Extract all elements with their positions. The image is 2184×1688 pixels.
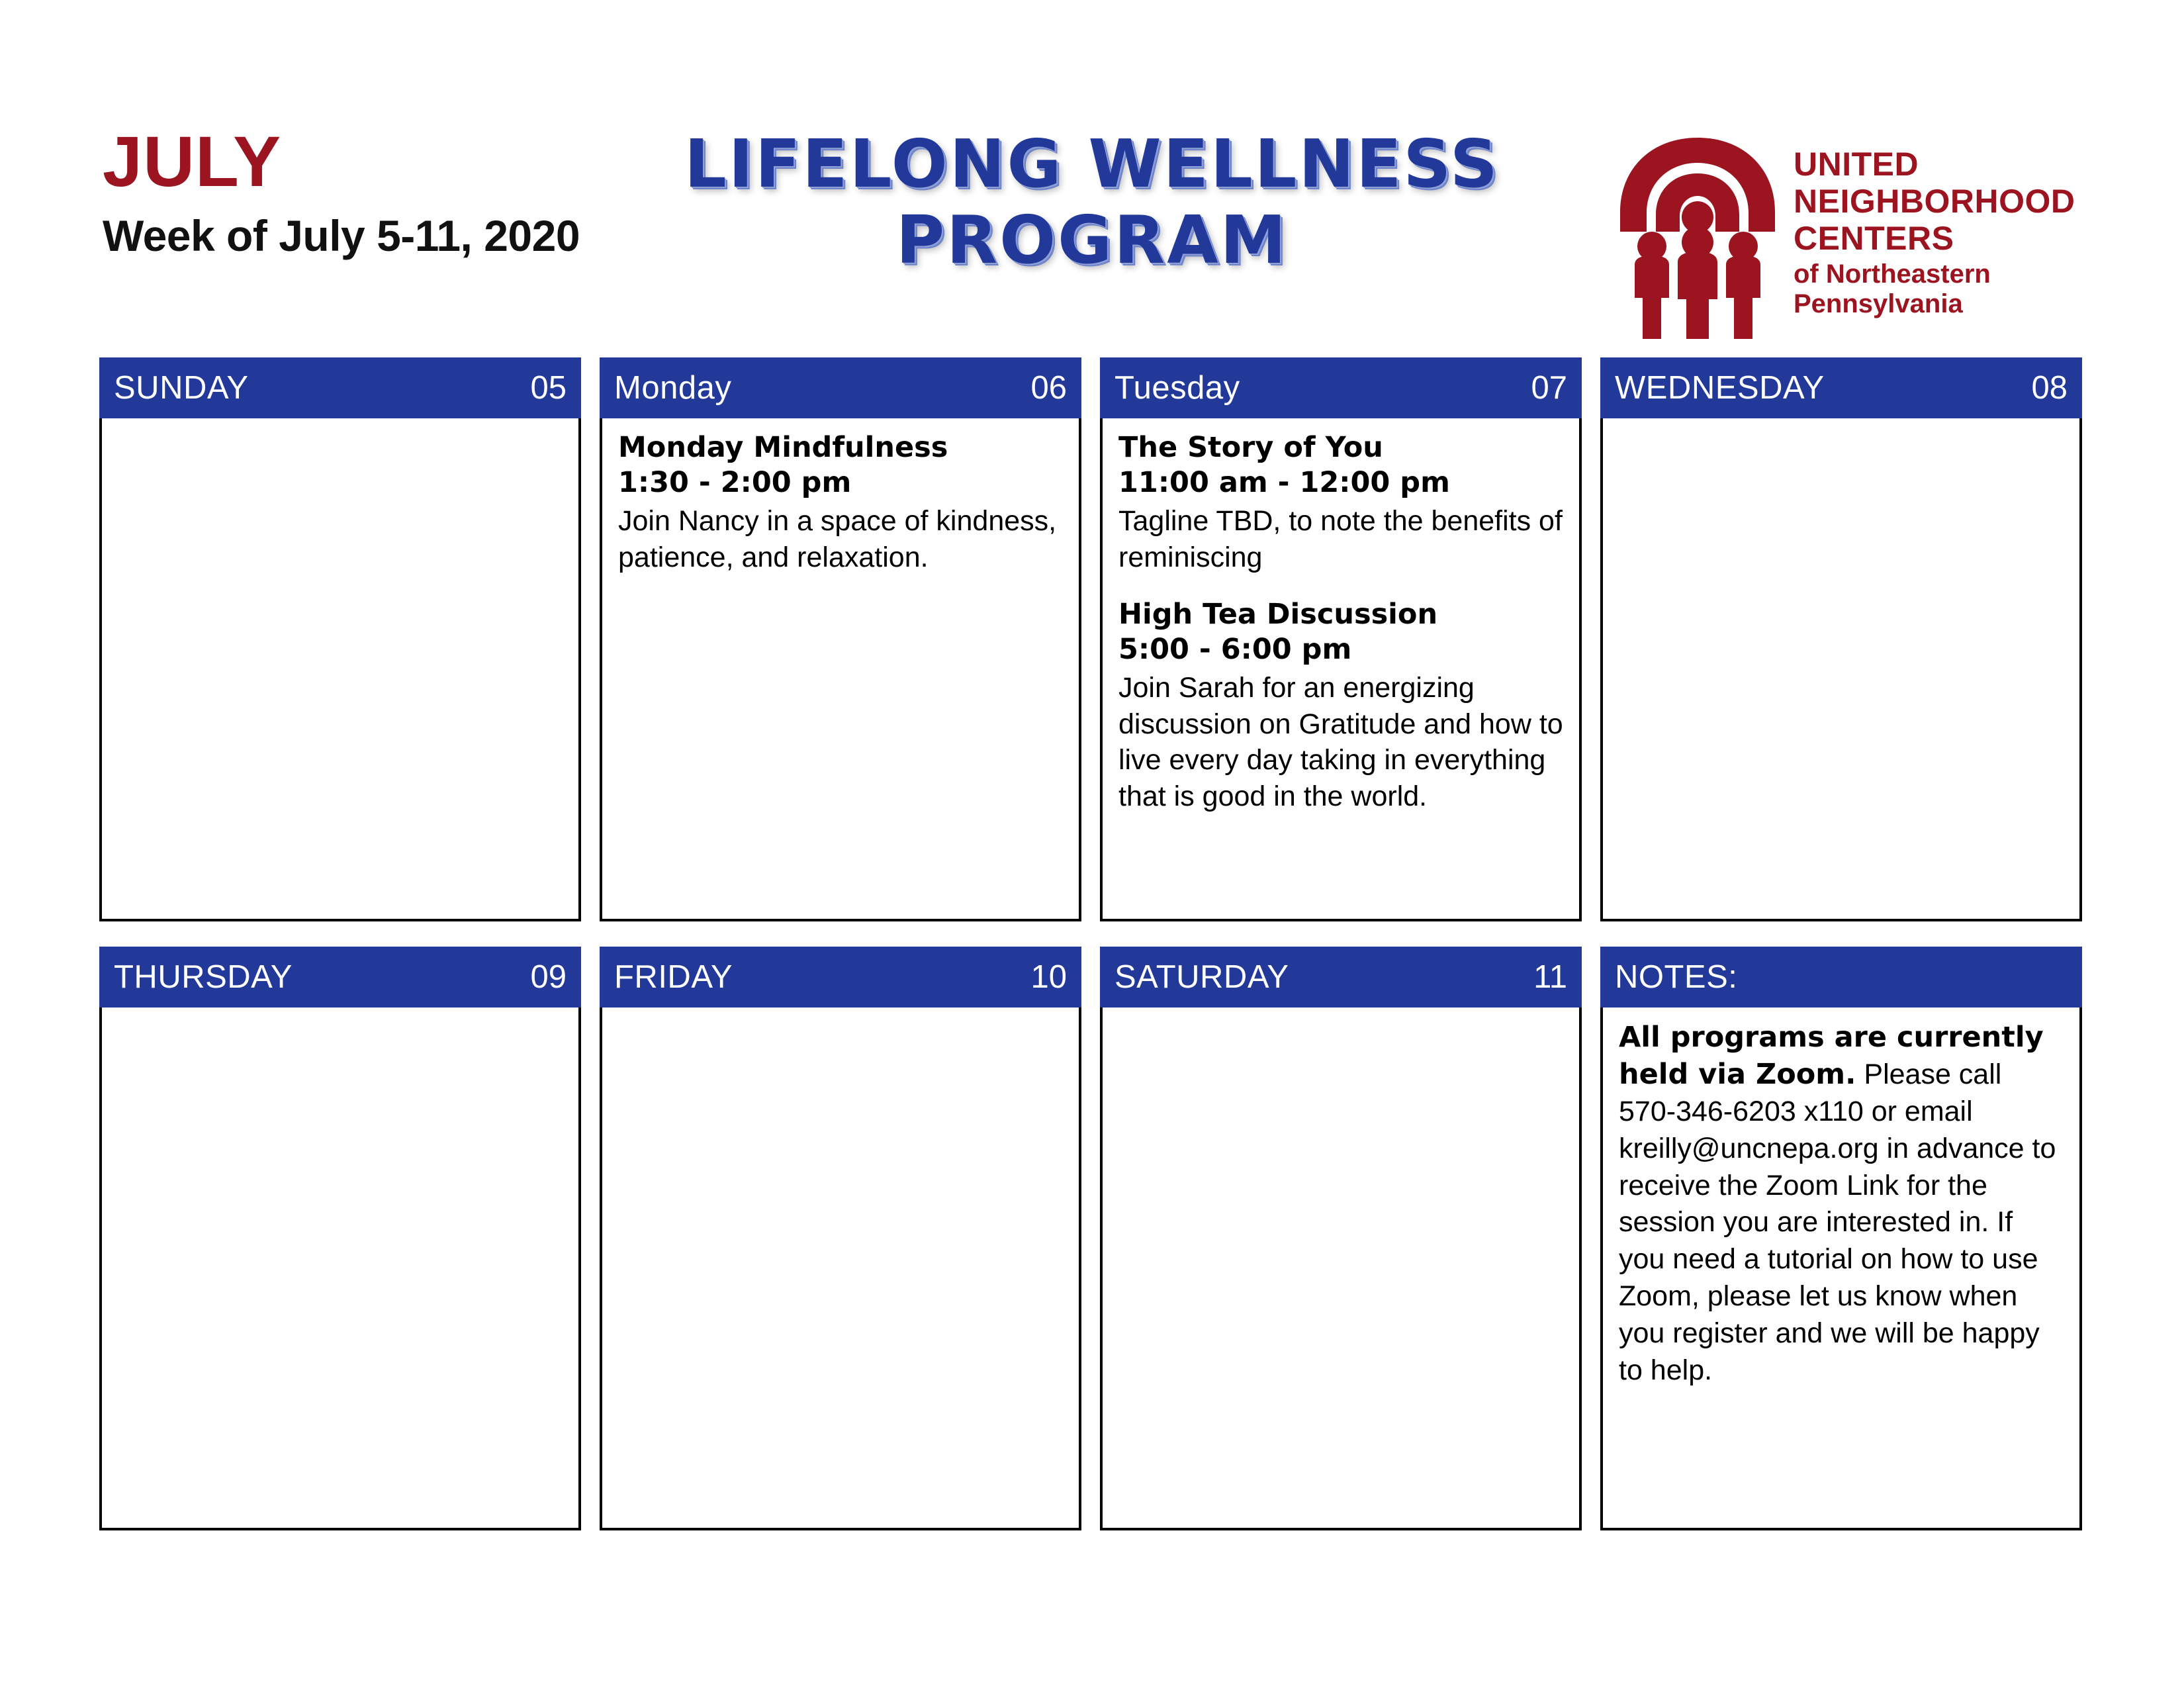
day-number-wednesday: 08	[2031, 370, 2068, 406]
day-header-tuesday	[1100, 357, 1582, 418]
notes-header	[1600, 947, 2082, 1008]
day-body-friday	[600, 1008, 1081, 1530]
notes-bold-lead: All programs are currently held via Zoom.	[1619, 1021, 2044, 1091]
logo-line-4: of Northeastern	[1794, 259, 1991, 289]
event-title: The Story of You	[1118, 431, 1383, 464]
day-cell-tuesday	[1100, 357, 1582, 921]
day-number-sunday: 05	[530, 370, 567, 406]
day-header-saturday	[1100, 947, 1582, 1008]
day-header-friday	[600, 947, 1081, 1008]
logo-line-2: NEIGHBORHOOD	[1794, 183, 2075, 220]
day-header-wednesday	[1600, 357, 2082, 418]
day-body-monday	[600, 418, 1081, 921]
day-cell-wednesday	[1600, 357, 2082, 921]
week-range-subtitle: Week of July 5-11, 2020	[103, 211, 580, 260]
day-name-friday: FRIDAY	[614, 959, 733, 995]
logo-line-1: UNITED	[1794, 146, 1919, 183]
logo-wordmark	[1794, 146, 2111, 319]
page-header	[0, 60, 2184, 324]
day-name-saturday: SATURDAY	[1115, 959, 1289, 995]
notes-cell	[1600, 947, 2082, 1530]
page-title-line-1: LIFELONG WELLNESS	[684, 125, 1500, 203]
event-item	[1118, 430, 1563, 576]
day-name-thursday: THURSDAY	[114, 959, 293, 995]
logo-line-5: Pennsylvania	[1794, 289, 1963, 318]
calendar-grid	[99, 357, 2091, 1556]
logo-line-3: CENTERS	[1794, 220, 1954, 257]
day-header-monday	[600, 357, 1081, 418]
notes-label: NOTES:	[1615, 959, 1738, 995]
day-body-wednesday	[1600, 418, 2082, 921]
day-cell-thursday	[99, 947, 581, 1530]
notes-text	[1619, 1019, 2064, 1389]
day-body-thursday	[99, 1008, 581, 1530]
event-title: Monday Mindfulness	[618, 431, 948, 464]
page-title-line-2: PROGRAM	[895, 201, 1289, 279]
day-name-tuesday: Tuesday	[1115, 370, 1240, 406]
event-description: Tagline TBD, to note the benefits of reminiscing	[1118, 505, 1563, 573]
event-item	[618, 430, 1063, 576]
day-number-tuesday: 07	[1531, 370, 1567, 406]
page-title	[596, 126, 1588, 278]
notes-body	[1600, 1008, 2082, 1530]
calendar-week-row-2	[99, 947, 2091, 1530]
day-header-thursday	[99, 947, 581, 1008]
event-description: Join Nancy in a space of kindness, patience, and relaxation.	[618, 505, 1057, 573]
day-body-saturday	[1100, 1008, 1582, 1530]
day-number-saturday: 11	[1533, 959, 1567, 995]
day-name-wednesday: WEDNESDAY	[1615, 370, 1825, 406]
day-name-monday: Monday	[614, 370, 732, 406]
day-number-monday: 06	[1030, 370, 1067, 406]
event-time: 11:00 am - 12:00 pm	[1118, 466, 1450, 500]
calendar-week-row-1	[99, 357, 2091, 921]
day-number-friday: 10	[1030, 959, 1067, 995]
day-cell-friday	[600, 947, 1081, 1530]
event-time: 5:00 - 6:00 pm	[1118, 633, 1352, 667]
event-item	[1118, 597, 1563, 815]
day-header-sunday	[99, 357, 581, 418]
unc-logo-icon	[1615, 132, 1780, 344]
day-name-sunday: SUNDAY	[114, 370, 249, 406]
month-title: JULY	[103, 121, 282, 201]
organization-logo	[1615, 129, 2118, 348]
day-body-tuesday	[1100, 418, 1582, 921]
day-cell-monday	[600, 357, 1081, 921]
day-body-sunday	[99, 418, 581, 921]
day-cell-sunday	[99, 357, 581, 921]
day-number-thursday: 09	[530, 959, 567, 995]
notes-rest: Please call 570-346-6203 x110 or email kreilly@uncnepa.org in advance to receive the Zoom Link for the session you are interested in. If you need a tutorial on how to use Zoom, please let us know when you register and we will be happy to help.	[1619, 1058, 2056, 1387]
day-cell-saturday	[1100, 947, 1582, 1530]
event-title: High Tea Discussion	[1118, 597, 1438, 631]
event-time: 1:30 - 2:00 pm	[618, 466, 852, 500]
event-description: Join Sarah for an energizing discussion on Gratitude and how to live every day taking in everything that is good in the world.	[1118, 671, 1563, 812]
